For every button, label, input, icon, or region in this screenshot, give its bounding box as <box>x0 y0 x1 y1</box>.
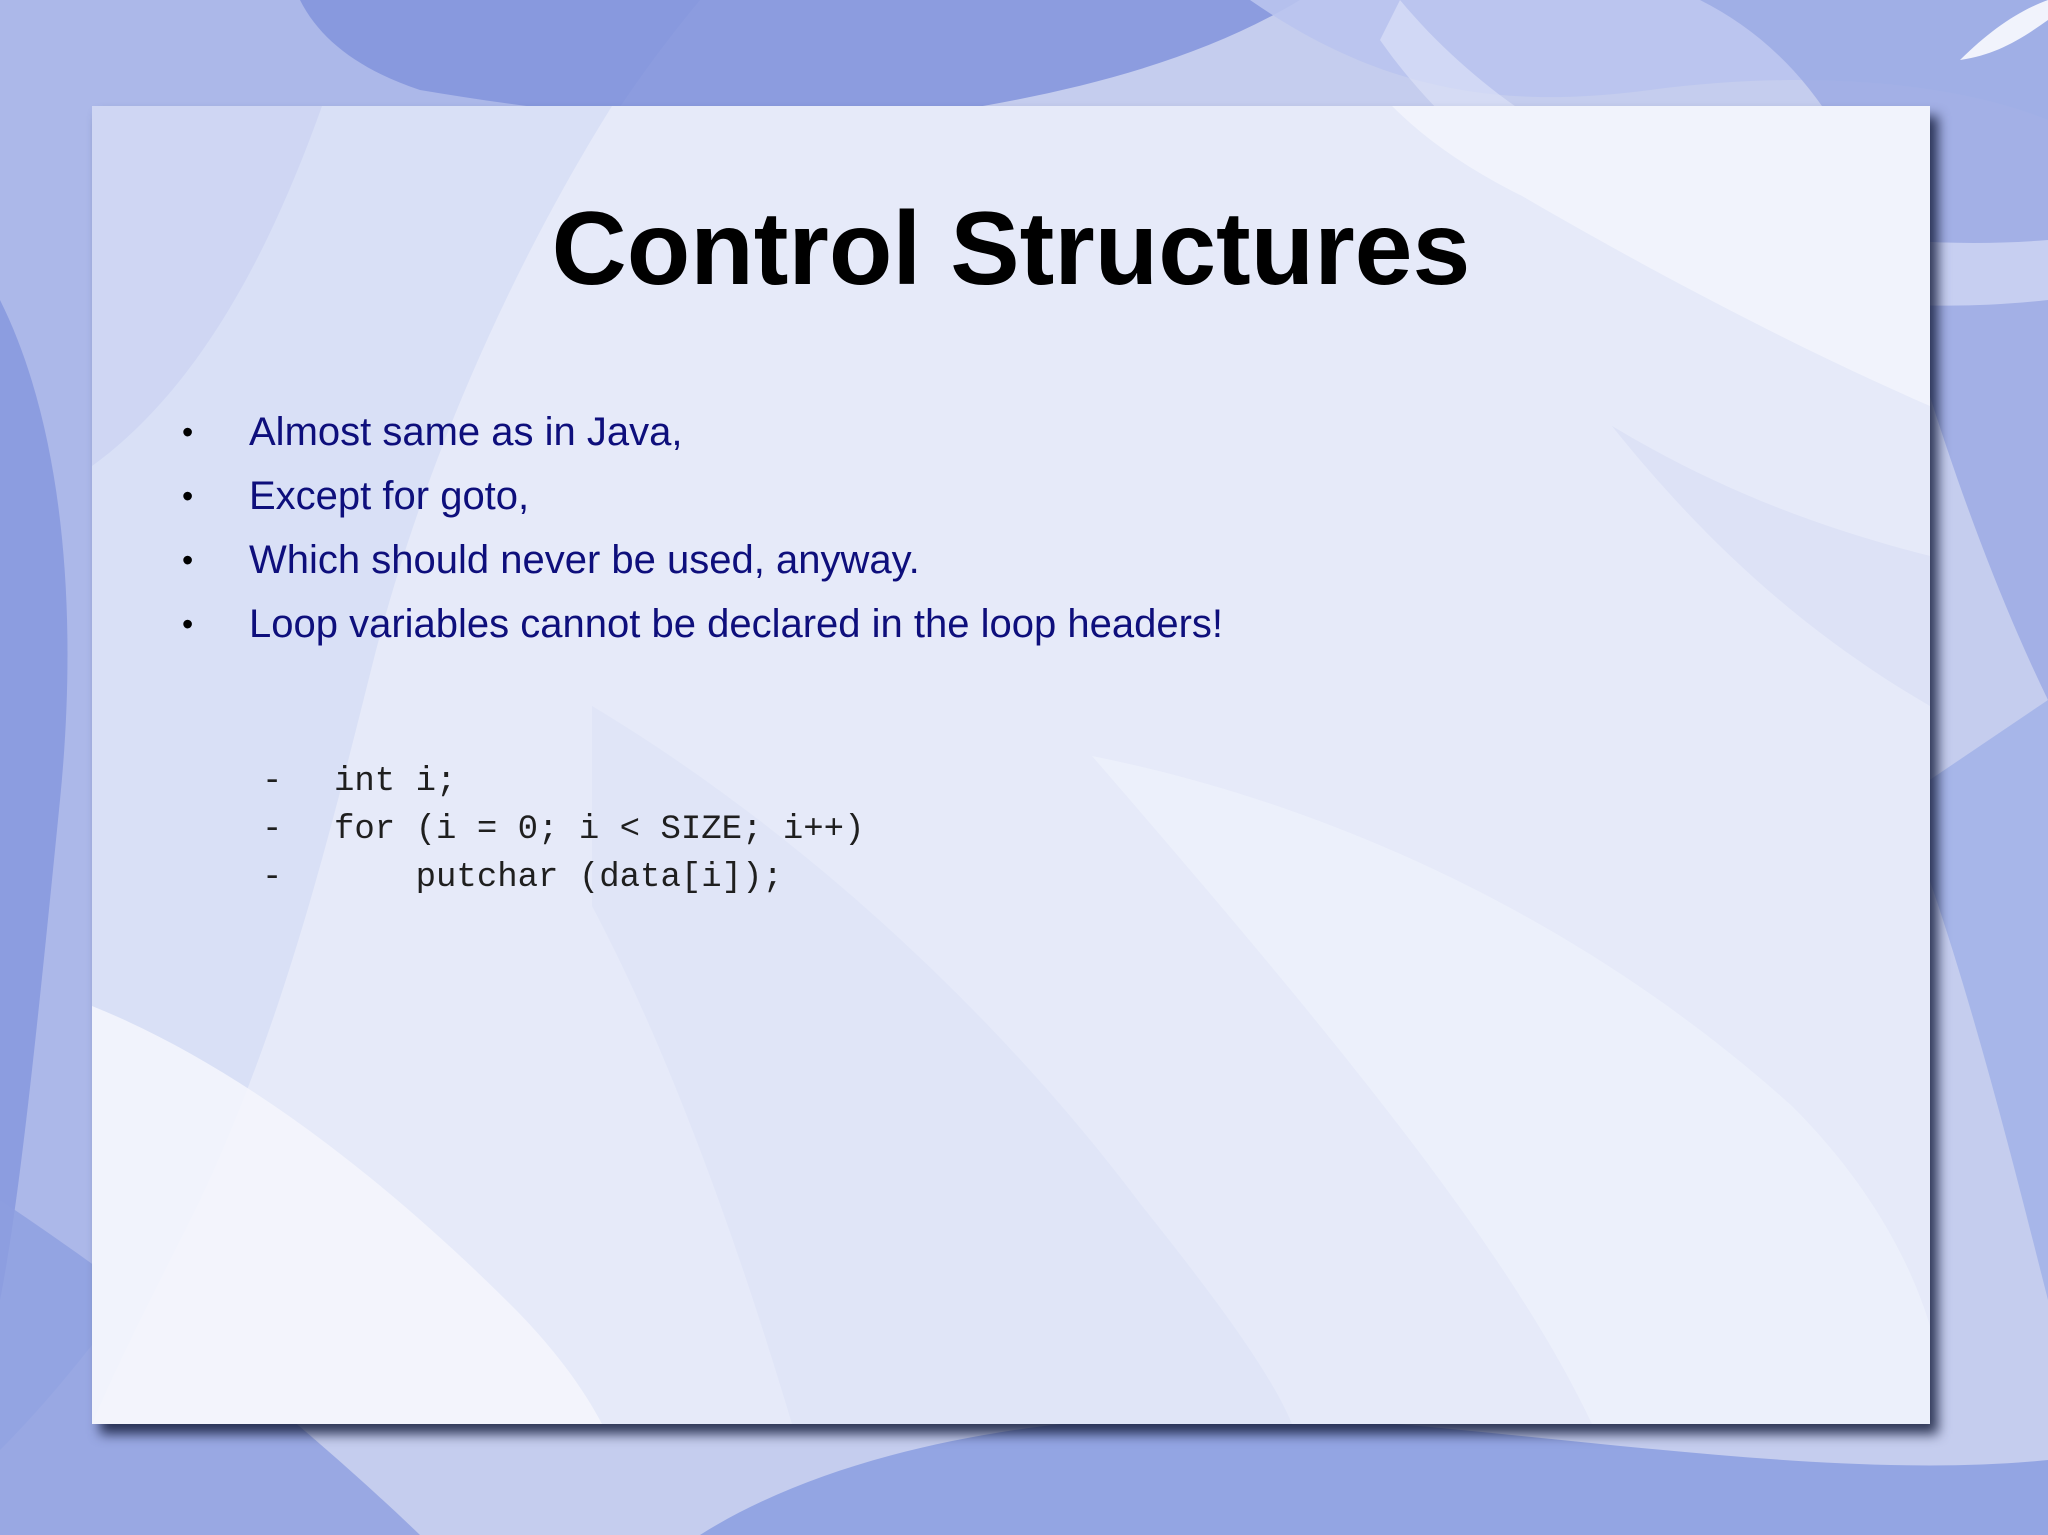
bullet-text: Loop variables cannot be declared in the loop headers! <box>249 602 1224 646</box>
sub-bullet-marker: - <box>262 763 283 801</box>
slide-title: Control Structures <box>551 191 1471 307</box>
code-line <box>92 758 1930 806</box>
bullet-item <box>92 464 1930 528</box>
content-panel <box>92 106 1930 1424</box>
bullet-item <box>92 400 1930 464</box>
bullet-item <box>92 528 1930 592</box>
code-line <box>92 854 1930 902</box>
code-text: for (i = 0; i < SIZE; i++) <box>334 811 865 849</box>
bullet-marker: • <box>182 606 194 642</box>
code-text: putchar (data[i]); <box>334 859 783 897</box>
bullet-list <box>92 400 1930 656</box>
bullet-text: Except for goto, <box>249 474 530 518</box>
bullet-marker: • <box>182 478 194 514</box>
code-text: int i; <box>334 763 457 801</box>
sub-bullet-marker: - <box>262 859 283 897</box>
code-line <box>92 806 1930 854</box>
bullet-text: Which should never be used, anyway. <box>249 538 920 582</box>
bullet-marker: • <box>182 414 194 450</box>
sub-bullet-marker: - <box>262 811 283 849</box>
bullet-marker: • <box>182 542 194 578</box>
bullet-item <box>92 592 1930 656</box>
code-block <box>92 758 1930 902</box>
bullet-text: Almost same as in Java, <box>249 410 683 454</box>
